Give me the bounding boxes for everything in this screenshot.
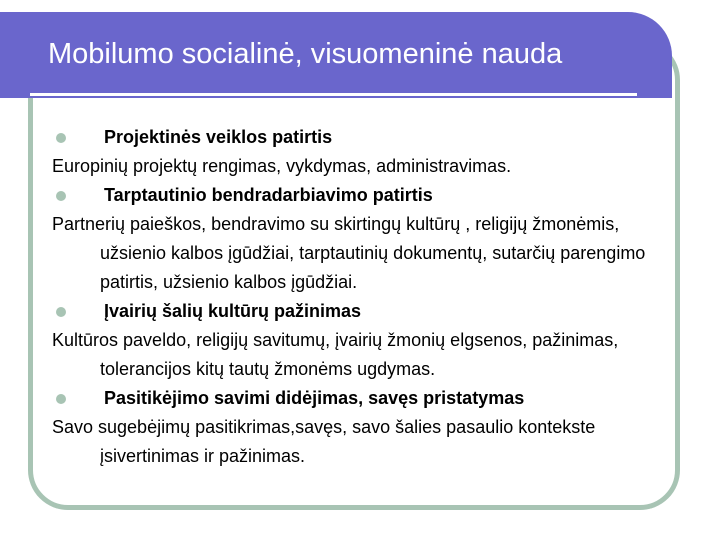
bullet-item bbox=[52, 297, 672, 326]
bullet-dot-icon bbox=[56, 394, 66, 404]
bullet-dot-icon bbox=[56, 133, 66, 143]
bullet-item bbox=[52, 181, 672, 210]
bullet-item bbox=[52, 123, 672, 152]
bullet-heading: Įvairių šalių kultūrų pažinimas bbox=[104, 301, 362, 321]
slide-title: Mobilumo socialinė, visuomeninė nauda bbox=[48, 38, 563, 70]
bullet-heading: Projektinės veiklos patirtis bbox=[104, 127, 333, 147]
bullet-description: Europinių projektų rengimas, vykdymas, administravimas. bbox=[52, 156, 512, 176]
bullet-dot-icon bbox=[56, 191, 66, 201]
bullet-dot-icon bbox=[56, 307, 66, 317]
slide-content bbox=[52, 123, 672, 471]
bullet-item bbox=[52, 384, 672, 413]
bullet-description: Kultūros paveldo, religijų savitumų, įvairių žmonių elgsenos, pažinimas, tolerancijos kitų tautų žmonėms ugdymas. bbox=[52, 330, 619, 379]
title-underline bbox=[30, 93, 637, 96]
bullet-heading: Pasitikėjimo savimi didėjimas, savęs pristatymas bbox=[104, 388, 525, 408]
bullet-description: Partnerių paieškos, bendravimo su skirtingų kultūrų , religijų žmonėmis, užsienio kalbos įgūdžiai, tarptautinių dokumentų, sutarčių parengimo patirtis, užsienio kalbos įgūdžiai. bbox=[52, 214, 646, 292]
bullet-description: Savo sugebėjimų pasitikrimas,savęs, savo šalies pasaulio kontekste įsivertinimas ir pažinimas. bbox=[52, 417, 596, 466]
bullet-heading: Tarptautinio bendradarbiavimo patirtis bbox=[104, 185, 433, 205]
